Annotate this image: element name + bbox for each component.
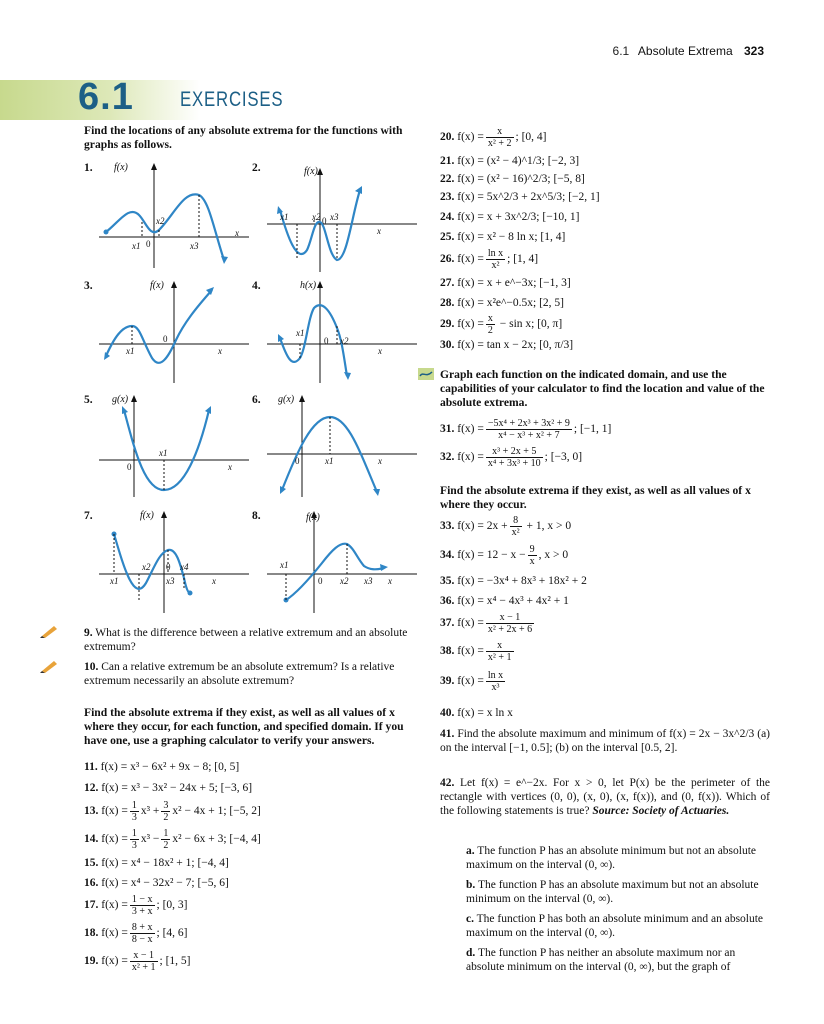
instruction-absolute-extrema: Find the absolute extrema if they exist, as well as all values of x where they occur, for each function, and specified domain. If you have one, use a graphing calculator to verify your answers. [84,706,404,747]
exercise-36: 36. f(x) = x⁴ − 4x³ + 4x² + 1 [440,595,569,607]
exercise-17: 17. f(x) = $\frac{1 - x}{3 + x}$ ; [0, 3] [84,894,188,917]
exercise-15: 15. f(x) = x⁴ − 18x² + 1; [−4, 4] [84,857,229,869]
graph-4 [252,278,422,388]
tick-label: x3 [364,576,373,586]
exercise-10: 10. Can a relative extremum be an absolute extremum? Is a relative extremum necessarily an absolute extremum? [84,661,395,687]
tick-label: x2 [156,216,165,226]
exercise-35: 35. f(x) = −3x⁴ + 8x³ + 18x² + 2 [440,575,587,587]
graphing-calculator-icon [418,368,434,380]
graph-1-plot [84,160,254,275]
y-axis-label: h(x) [300,280,317,291]
option-a: a. The function P has an absolute minimum but not an absolute maximum on the interval (0, ∞). [466,845,757,871]
exercise-22: 22. f(x) = (x² − 16)^2/3; [−5, 8] [440,173,585,185]
exercise-30: 30. f(x) = tan x − 2x; [0, π/3] [440,339,574,351]
exercise-26: 26. f(x) = $\frac{\text{ln x}}{\text{x²}}$ ; [1, 4] [440,248,539,271]
x-axis-label: x [235,228,239,238]
exercise-9: 9. What is the difference between a relative extremum and an absolute extremum? [84,627,408,653]
running-header [613,44,764,58]
page-number: 323 [743,44,764,58]
graph-number: 5. [84,394,93,406]
origin-label: 0 [163,334,168,344]
origin-label: 0 [324,336,329,346]
tick-label: x1 [280,560,289,570]
exercise-39: 39. f(x) = $\frac{\text{ln x}}{\text{x³}}$ [440,670,504,693]
exercise-33: 33. f(x) = 2x + $\frac{8}{\text{x²}}$ + 1, x > 0 [440,515,572,538]
graph-5-plot [84,392,254,502]
origin-label: 0 [322,216,327,226]
exercise-25: 25. f(x) = x² − 8 ln x; [1, 4] [440,231,566,243]
y-axis-label: g(x) [112,394,129,405]
instruction-graphs: Find the locations of any absolute extrema for the functions with graphs as follows. [84,124,403,151]
tick-label: x3 [190,241,199,251]
graph-4-plot [252,278,422,388]
graph-7 [84,508,254,618]
tick-label: x1 [159,448,168,458]
y-axis-label: f(x) [114,162,128,173]
tick-label: x1 [126,346,135,356]
graph-5 [84,392,254,502]
tick-label: x2 [340,336,349,346]
instruction-extrema: Find the absolute extrema if they exist, as well as all values of x where they occur. [440,484,751,511]
exercise-23: 23. f(x) = 5x^2/3 + 2x^5/3; [−2, 1] [440,191,600,203]
exercise-20: 20. f(x) = $\frac{x}{\text{x² + 2}}$ ; [0, 4] [440,126,547,149]
tick-label: x1 [110,576,119,586]
y-axis-label: f(x) [150,280,164,291]
instruction-graphing: Graph each function on the indicated domain, and use the capabilities of your calculator to find the location and value of the absolute extrema. [440,368,765,409]
graph-8-plot [252,508,422,618]
tick-label: x3 [330,212,339,222]
exercise-21: 21. f(x) = (x² − 4)^1/3; [−2, 3] [440,155,580,167]
header-title: Absolute Extrema [637,44,733,58]
exercise-29: 29. f(x) = $\frac{x}{2}$ − sin x; [0, π] [440,313,563,336]
exercise-18: 18. f(x) = $\frac{8 + x}{8 - x}$ ; [4, 6] [84,922,188,945]
exercise-31: 31. f(x) = $\frac{\text{−5x⁴ + 2x³ + 3x² + 9}}{\text{x⁴ − x³ + x² + 7}}$ ; [−1, 1] [440,418,612,441]
graph-number: 2. [252,162,261,174]
graph-number: 4. [252,280,261,292]
exercise-37: 37. f(x) = $\frac{x - 1}{\text{x² + 2x + 6}}$ [440,612,533,635]
x-axis-label: x [388,576,392,586]
tick-label: x1 [296,328,305,338]
tick-label: x2 [312,212,321,222]
tick-label: x2 [142,562,151,572]
exercise-32: 32. f(x) = $\frac{\text{x³ + 2x + 5}}{\text{x⁴ + 3x³ + 10}}$ ; [−3, 0] [440,446,583,469]
graph-3-plot [84,278,254,388]
graph-number: 3. [84,280,93,292]
x-axis-label: x [218,346,222,356]
y-axis-label: f(x) [140,510,154,521]
exercise-19: 19. f(x) = $\frac{x - 1}{\text{x² + 1}}$ ; [1, 5] [84,950,191,973]
exercise-11: 11. f(x) = x³ − 6x² + 9x − 8; [0, 5] [84,761,240,773]
tick-label: x1 [325,456,334,466]
x-axis-label: x [378,346,382,356]
origin-label: 0 [318,576,323,586]
origin-label: 0 [146,239,151,249]
tick-label: x4 [180,562,189,572]
exercise-27: 27. f(x) = x + e^−3x; [−1, 3] [440,277,571,289]
exercise-12: 12. f(x) = x³ − 3x² − 24x + 5; [−3, 6] [84,782,253,794]
exercise-41: 41. Find the absolute maximum and minimum of f(x) = 2x − 3x^2/3 (a) on the interval [−1, 0.5]; (b) on the interval [0.5, 2]. [440,728,770,754]
exercise-28: 28. f(x) = x²e^−0.5x; [2, 5] [440,297,565,309]
y-axis-label: g(x) [278,394,295,405]
tick-label: x1 [132,241,141,251]
header-section: 6.1 [612,44,630,58]
pencil-icon [40,659,58,673]
graph-8 [252,508,422,618]
graph-1 [84,160,254,275]
graph-6 [252,392,422,502]
exercise-13: 13. f(x) = $\frac{1}{3}$ x³ + $\frac{3}{2}$ x² − 4x + 1; [−5, 2] [84,800,261,823]
graph-number: 1. [84,162,93,174]
graph-number: 7. [84,510,93,522]
exercises-title: EXERCISES [180,88,284,111]
exercise-16: 16. f(x) = x⁴ − 32x² − 7; [−5, 6] [84,877,229,889]
option-d: d. The function P has neither an absolute maximum nor an absolute minimum on the interval (0, ∞), but the graph of [466,947,736,973]
option-b: b. The function P has an absolute maximum but not an absolute minimum on the interval (0, ∞). [466,879,759,905]
exercise-42: 42. Let f(x) = e^−2x. For x > 0, let P(x) be the perimeter of the rectangle with vertices (0, 0), (x, 0), (x, f(x)), and (0, f(x)). Which of the following statements is true? Source: Society of Actuaries. [440,777,771,817]
exercise-38: 38. f(x) = $\frac{x}{\text{x² + 1}}$ [440,640,512,663]
x-axis-label: x [378,456,382,466]
graph-3 [84,278,254,388]
option-c: c. The function P has both an absolute minimum and an absolute maximum on the interval (0, ∞). [466,913,764,939]
x-axis-label: x [212,576,216,586]
y-axis-label: f(x) [304,166,318,177]
graph-number: 8. [252,510,261,522]
exercise-40: 40. f(x) = x ln x [440,707,513,719]
y-axis-label: f(x) [306,512,320,523]
graph-number: 6. [252,394,261,406]
origin-label: 0 [127,462,132,472]
origin-label: 0 [166,562,171,572]
x-axis-label: x [228,462,232,472]
origin-label: 0 [295,456,300,466]
tick-label: x3 [166,576,175,586]
graph-2 [252,160,422,275]
exercise-34: 34. f(x) = 12 − x − $\frac{9}{x}$ , x > 0 [440,544,569,567]
tick-label: x2 [340,576,349,586]
graph-6-plot [252,392,422,502]
x-axis-label: x [377,226,381,236]
exercise-14: 14. f(x) = $\frac{1}{3}$ x³ − $\frac{1}{2}$ x² − 6x + 3; [−4, 4] [84,828,261,851]
tick-label: x1 [280,212,289,222]
exercise-24: 24. f(x) = x + 3x^2/3; [−10, 1] [440,211,580,223]
pencil-icon [40,624,58,638]
section-number: 6.1 [78,76,134,118]
